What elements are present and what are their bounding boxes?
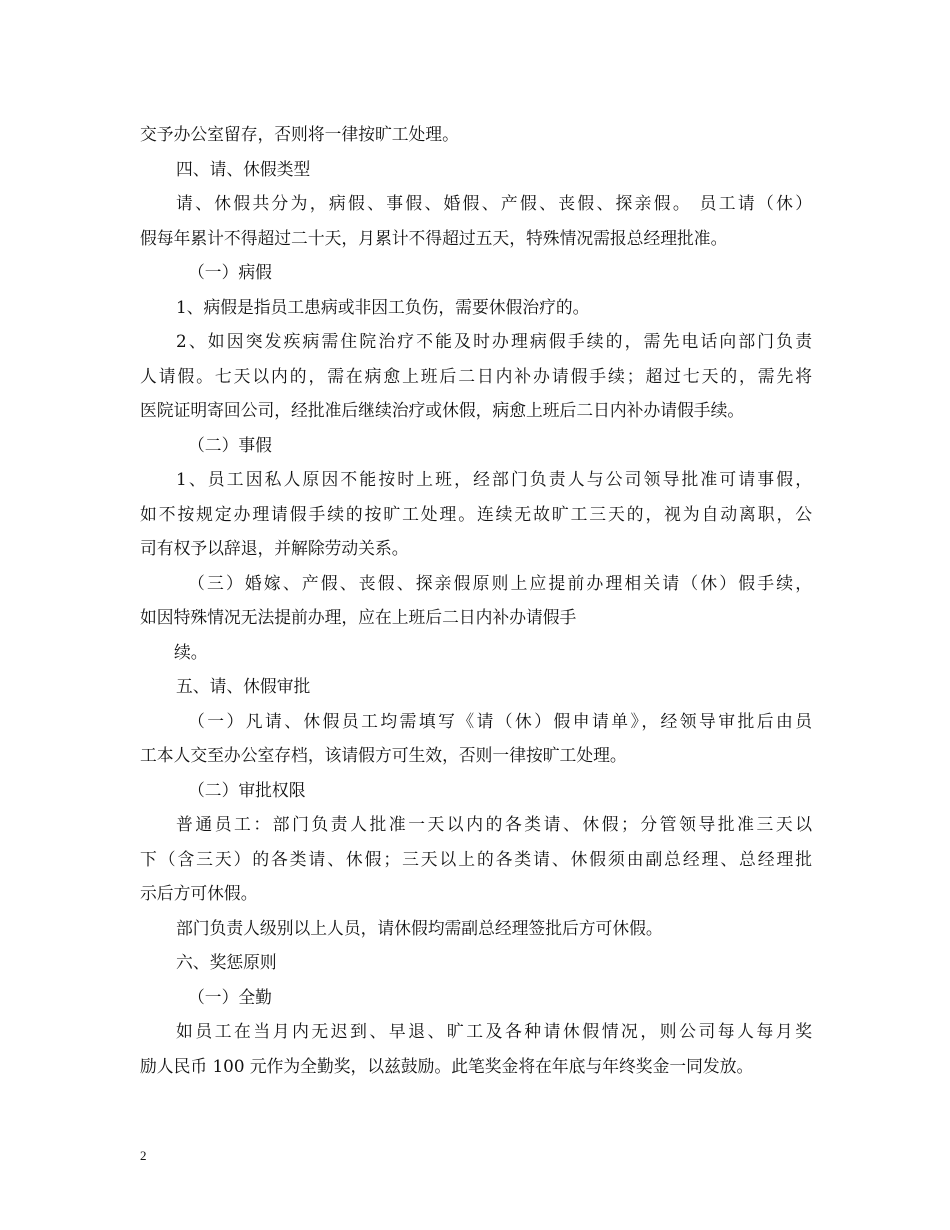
- text-line: 医院证明寄回公司，经批准后继续治疗或休假，病愈上班后二日内补办请假手续。: [140, 400, 745, 420]
- text-line: 工本人交至办公室存档，该请假方可生效，否则一律按旷工处理。: [140, 745, 627, 765]
- text-line: （一）凡请、休假员工均需填写《请（休）假申请单》，经领导审批后由员: [188, 710, 812, 731]
- page-number: 2: [140, 1148, 147, 1163]
- text-line: 示后方可休假。: [140, 883, 258, 903]
- text-line: 如员工在当月内无迟到、早退、旷工及各种请休假情况，则公司每人每月奖: [176, 1021, 812, 1041]
- text-line: 2、如因突发疾病需住院治疗不能及时办理病假手续的，需先电话向部门负责: [176, 331, 812, 351]
- text-line: 励人民币 100 元作为全勤奖，以兹鼓励。此笔奖金将在年底与年终奖金一同发放。: [140, 1055, 754, 1076]
- text-line: 请、休假共分为，病假、事假、婚假、产假、丧假、探亲假。 员工请（休）: [176, 193, 812, 213]
- text-line: 四、请、休假类型: [176, 158, 311, 179]
- text-line: 假每年累计不得超过二十天，月累计不得超过五天，特殊情况需报总经理批准。: [140, 227, 728, 248]
- text-line: 司有权予以辞退，并解除劳动关系。: [140, 538, 409, 558]
- text-line: 普通员工：部门负责人批准一天以内的各类请、休假；分管领导批准三天以: [176, 814, 812, 834]
- text-line: 续。: [174, 641, 208, 662]
- text-line: 人请假。七天以内的，需在病愈上班后二日内补办请假手续；超过七天的，需先将: [140, 365, 812, 386]
- text-line: 如不按规定办理请假手续的按旷工处理。连续无故旷工三天的，视为自动离职，公: [140, 503, 812, 524]
- text-line: 1、病假是指员工患病或非因工负伤，需要休假治疗的。: [176, 296, 590, 317]
- text-line: 部门负责人级别以上人员，请休假均需副总经理签批后方可休假。: [176, 917, 663, 938]
- text-line: 1、员工因私人原因不能按时上班，经部门负责人与公司领导批准可请事假，: [176, 469, 812, 489]
- text-line: （三）婚嫁、产假、丧假、探亲假原则上应提前办理相关请（休）假手续，: [188, 572, 812, 593]
- text-line: （一）全勤: [188, 986, 272, 1007]
- text-line: （二）审批权限: [188, 779, 306, 800]
- text-line: 下（含三天）的各类请、休假；三天以上的各类请、休假须由副总经理、总经理批: [140, 848, 812, 869]
- text-line: （二）事假: [188, 434, 272, 455]
- document-body: [140, 117, 812, 1083]
- text-line: 如因特殊情况无法提前办理，应在上班后二日内补办请假手: [140, 607, 577, 627]
- text-line: （一）病假: [188, 262, 272, 282]
- text-line: 五、请、休假审批: [176, 676, 311, 696]
- text-line: 交予办公室留存，否则将一律按旷工处理。: [140, 124, 459, 144]
- text-line: 六、奖惩原则: [176, 952, 277, 972]
